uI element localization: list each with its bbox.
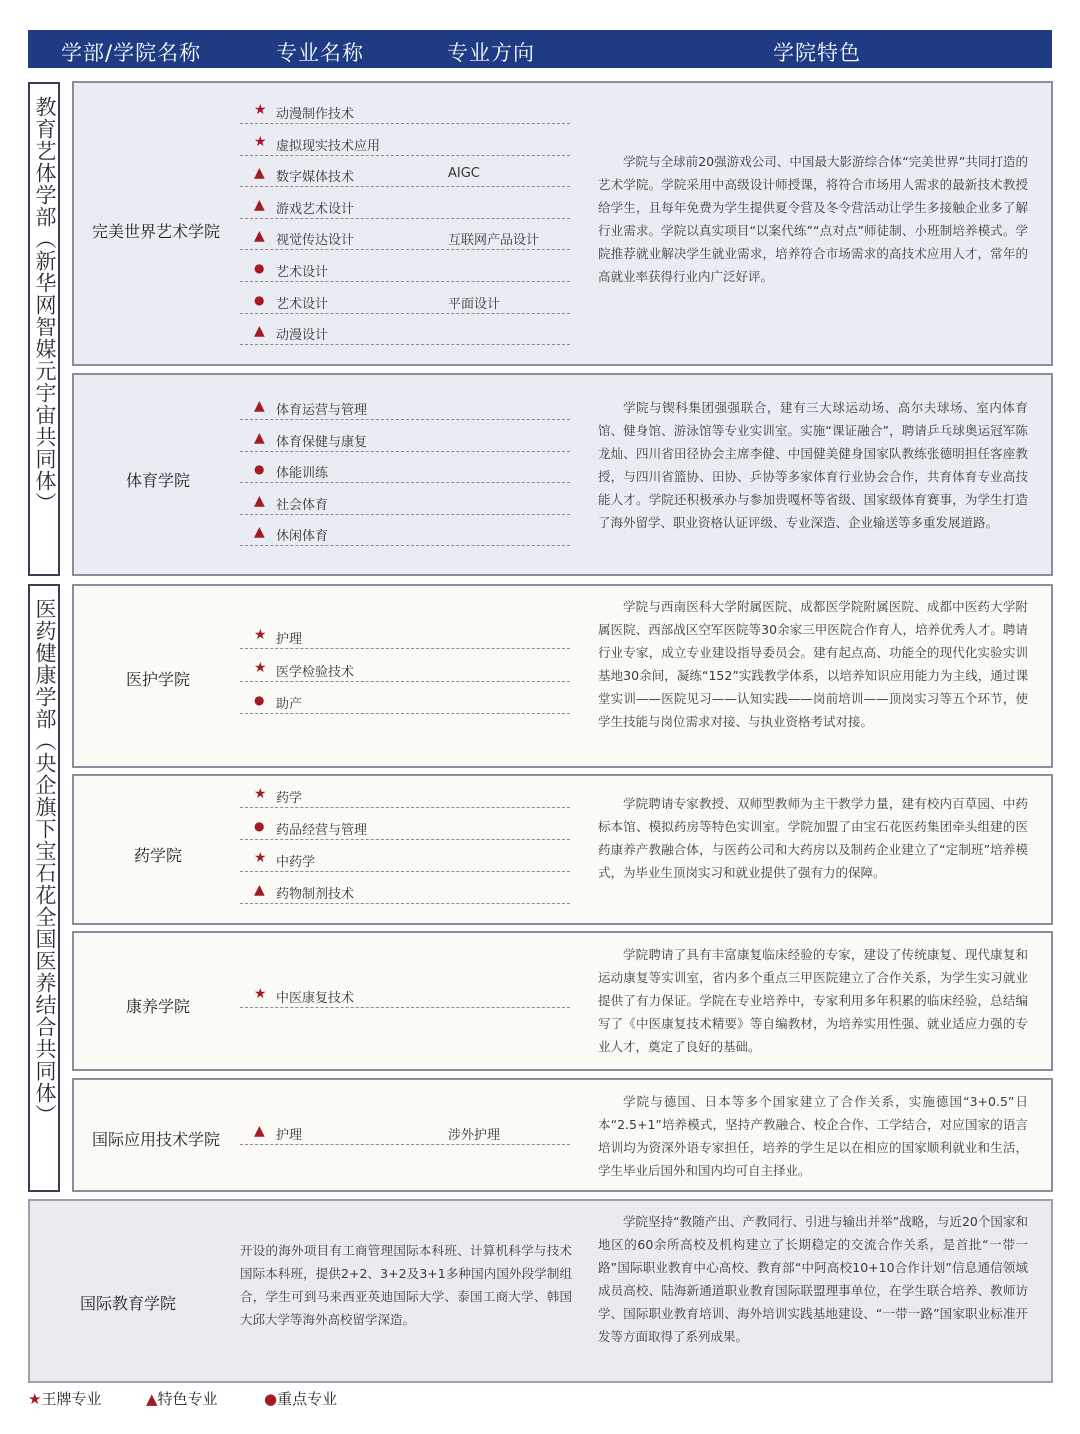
major-name: 中医康复技术	[276, 991, 355, 1006]
triangle-icon: ▲	[254, 492, 265, 509]
college-features: 学院与全球前20强游戏公司、中国最大影游综合体“完美世界”共同打造的艺术学院。学院采用中高级设计师授课，将符合市场用人需求的最新技术教授给学生，且每年免费为学生提供夏令营及冬令营活动让学生多接触企业多了解行业需求。学院以真实项目“以案代练”“点对点”师徒制、小班制培养模式。学院推荐就业解决学生就业需求，培养符合市场需求的高技术应用人才，常年的高就业率获得行业内广泛好评。	[598, 154, 1028, 284]
major-row	[240, 320, 570, 345]
star-icon: ★	[254, 850, 267, 866]
major-name: 助产	[276, 697, 303, 712]
major-row	[240, 427, 570, 452]
major-row	[240, 521, 570, 546]
header-direction: 专业方向	[447, 41, 535, 65]
major-row	[240, 289, 570, 314]
major-name: 艺术设计	[276, 265, 329, 280]
college-name: 国际教育学院	[80, 1294, 177, 1313]
triangle-icon: ▲	[254, 429, 265, 446]
intl-programs: 开设的海外项目有工商管理国际本科班、计算机科学与技术国际本科班，提供2+2、3+2及3+1多种国内国外段学制组合，学生可到马来西亚英迪国际大学、泰国工商大学、韩国大邱大学等海外高校留学深造。	[240, 1243, 572, 1327]
major-name: 体育保健与康复	[276, 434, 368, 450]
triangle-icon: ▲	[254, 196, 265, 213]
college-features: 学院坚持“教随产出、产教同行、引进与输出并举”战略，与近20个国家和地区的60余所高校及机构建立了长期稳定的交流合作关系，是首批“一带一路”国际职业教育中心高校、教育部“中阿高校10+10合作计划”信息通信领域成员高校、陆海新通道职业教育国际联盟理事单位，在学生联合培养、教师访学、国际职业教育培训、海外培训实践基地建设、“一带一路”国家职业标准开发等方面取得了系列成果。	[598, 1214, 1028, 1344]
major-row	[240, 395, 570, 420]
major-name: 护理	[276, 1128, 303, 1143]
triangle-icon: ▲	[254, 398, 265, 414]
major-name: 中药学	[276, 855, 316, 870]
dot-icon: ●	[254, 819, 265, 833]
legend-star-label: 王牌专业	[41, 1390, 102, 1408]
star-icon: ★	[28, 1390, 42, 1408]
major-direction: 互联网产品设计	[448, 233, 540, 249]
department-name: 教育艺体学部（新华网智媒元宇宙共同体）	[33, 96, 57, 514]
triangle-icon: ▲	[254, 1123, 265, 1139]
header-dept: 学部/学院名称	[61, 41, 202, 65]
college-name: 体育学院	[126, 471, 191, 490]
department-name: 医药健康学部（央企旗下宝石花全国医养结合共同体）	[33, 598, 57, 1126]
major-row	[240, 783, 570, 808]
college-name: 康养学院	[126, 997, 191, 1016]
major-name: 医学检验技术	[276, 664, 355, 680]
major-name: 数字媒体技术	[276, 170, 355, 186]
major-name: 动漫制作技术	[276, 107, 355, 122]
major-name: 药品经营与管理	[276, 823, 368, 838]
major-name: 游戏艺术设计	[276, 201, 355, 217]
star-icon: ★	[254, 102, 267, 118]
legend-triangle-label: 特色专业	[157, 1390, 218, 1408]
triangle-icon: ▲	[254, 323, 265, 340]
college-features: 学院聘请专家教授、双师型教师为主干教学力量，建有校内百草园、中药标本馆、模拟药房等特色实训室。学院加盟了由宝石花医药集团牵头组建的医药康养产教融合体，与医药公司和大药房以及制药企业建立了“定制班”培养模式，为毕业生顶岗实习和就业提供了强有力的保障。	[598, 796, 1028, 880]
major-row	[240, 983, 570, 1008]
major-row	[240, 1120, 570, 1145]
major-direction: AIGC	[448, 166, 480, 182]
college-name: 完美世界艺术学院	[92, 222, 221, 241]
star-icon: ★	[254, 627, 267, 643]
major-row	[240, 162, 570, 187]
header-features: 学院特色	[773, 41, 861, 65]
college-name: 医护学院	[126, 670, 191, 689]
dot-icon: ●	[254, 462, 265, 477]
major-row	[240, 815, 570, 840]
major-row	[240, 689, 570, 714]
major-row	[240, 879, 570, 904]
department-medicine-health	[28, 584, 60, 1192]
major-direction: 涉外护理	[448, 1128, 501, 1143]
major-row	[240, 99, 570, 124]
triangle-icon: ▲	[146, 1390, 158, 1408]
major-name: 护理	[276, 632, 303, 647]
major-name: 视觉传达设计	[276, 233, 355, 249]
star-icon: ★	[254, 786, 267, 802]
major-row	[240, 657, 570, 682]
table-header	[28, 30, 1052, 68]
major-row	[240, 194, 570, 219]
dot-icon: ●	[254, 261, 265, 275]
legend-dot	[264, 1388, 337, 1409]
legend-dot-label: 重点专业	[277, 1390, 338, 1408]
major-name: 休闲体育	[276, 529, 329, 545]
department-education-arts-sports	[28, 82, 60, 576]
college-features: 学院聘请了具有丰富康复临床经验的专家，建设了传统康复、现代康复和运动康复等实训室，省内多个重点三甲医院建立了合作关系，为学生实习就业提供了有力保证。学院在专业培养中，专家利用多年积累的临床经验，总结编写了《中医康复技术精要》等自编教材，为培养实用性强、就业适应力强的专业人才，奠定了良好的基础。	[598, 947, 1028, 1054]
major-row	[240, 490, 570, 515]
major-name: 艺术设计	[276, 296, 329, 312]
dot-icon: ●	[254, 292, 265, 307]
college-features: 学院与德国、日本等多个国家建立了合作关系，实施德国“3+0.5”日本“2.5+1”培养模式，坚持产教融合、校企合作、工学结合，对应国家的语言培训均为资深外语专家担任，培养的学生足以在相应的国家顺利就业和生活，学生毕业后国外和国内均可自主择业。	[598, 1094, 1028, 1178]
dot-icon: ●	[264, 1390, 278, 1408]
dot-icon: ●	[254, 693, 265, 707]
major-name: 体能训练	[276, 466, 329, 482]
major-direction: 平面设计	[448, 296, 501, 312]
college-name: 药学院	[134, 846, 183, 865]
star-icon: ★	[254, 133, 267, 150]
triangle-icon: ▲	[254, 165, 265, 182]
triangle-icon: ▲	[254, 882, 265, 898]
major-name: 社会体育	[276, 497, 329, 513]
legend-triangle	[146, 1388, 218, 1409]
major-name: 体育运营与管理	[276, 403, 368, 418]
major-row	[240, 131, 570, 156]
college-name: 国际应用技术学院	[92, 1130, 221, 1149]
legend-star	[28, 1388, 101, 1409]
triangle-icon: ▲	[254, 228, 265, 245]
major-row	[240, 225, 570, 250]
star-icon: ★	[254, 659, 267, 676]
major-name: 药物制剂技术	[276, 887, 355, 902]
triangle-icon: ▲	[254, 524, 265, 541]
major-row	[240, 624, 570, 649]
major-row	[240, 257, 570, 282]
college-features: 学院与锲科集团强强联合，建有三大球运动场、高尔夫球场、室内体育馆、健身馆、游泳馆等专业实训室。实施“课证融合”，聘请乒乓球奥运冠军陈龙灿、四川省田径协会主席李健、中国健美健身国家队教练张德明担任客座教授，与四川省篮协、田协、乒协等多家体育行业协会合作，共育体育专业高技能人才。学院还积极承办与参加贵嘎杯等省级、国家级体育赛事，为学生打造了海外留学、职业资格认证评级、专业深造、企业输送等多重发展道路。	[598, 400, 1028, 530]
star-icon: ★	[254, 986, 267, 1002]
major-name: 动漫设计	[276, 328, 329, 344]
header-major: 专业名称	[276, 41, 364, 65]
major-row	[240, 458, 570, 483]
college-features: 学院与西南医科大学附属医院、成都医学院附属医院、成都中医药大学附属医院、西部战区空军医院等30余家三甲医院合作育人，培养优秀人才。聘请行业专家，成立专业建设指导委员会。建有起点高、功能全的现代化实验实训基地30余间，凝练“152”实践教学体系，以培养知识应用能力为主线，通过课堂实训——医院见习——认知实践——岗前培训——顶岗实习等五个环节，使学生技能与岗位需求对接、与执业资格考试对接。	[598, 599, 1028, 729]
major-name: 药学	[276, 791, 303, 806]
major-row	[240, 847, 570, 872]
major-name: 虚拟现实技术应用	[276, 138, 381, 154]
